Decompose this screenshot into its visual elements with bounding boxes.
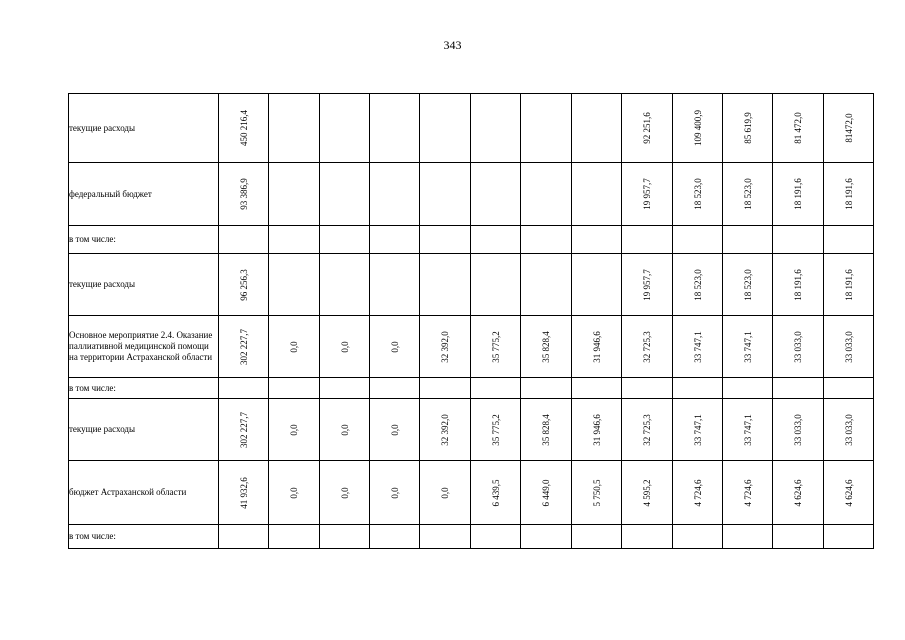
cell-value: 19 957,7 bbox=[642, 268, 652, 301]
value-cell bbox=[572, 378, 622, 399]
cell-value: 18 191,6 bbox=[843, 268, 854, 301]
value-cell bbox=[773, 163, 824, 226]
cell-value: 19 957,7 bbox=[642, 178, 652, 210]
value-cell bbox=[572, 94, 622, 163]
value-cell bbox=[370, 94, 420, 163]
cell-value: 33 747,1 bbox=[742, 330, 753, 363]
cell-value: 18 523,0 bbox=[742, 268, 753, 301]
value-cell bbox=[824, 525, 874, 549]
value-cell bbox=[773, 399, 824, 461]
cell-value: 450 216,4 bbox=[238, 110, 249, 146]
value-cell bbox=[370, 163, 420, 226]
table-row bbox=[69, 399, 874, 461]
page-number: 343 bbox=[443, 38, 462, 52]
value-cell bbox=[723, 226, 773, 254]
cell-value: 33 033,0 bbox=[843, 413, 854, 446]
value-cell bbox=[219, 316, 269, 378]
value-cell bbox=[773, 226, 824, 254]
table-row bbox=[69, 525, 874, 549]
cell-value: 6 439,5 bbox=[490, 479, 501, 506]
cell-value: 4 624,6 bbox=[843, 479, 854, 506]
value-cell bbox=[320, 316, 370, 378]
value-cell bbox=[219, 226, 269, 254]
value-cell bbox=[572, 254, 622, 316]
value-cell bbox=[320, 461, 370, 525]
row-label: текущие расходы bbox=[69, 94, 219, 163]
value-cell bbox=[673, 378, 723, 399]
cell-value: 18 523,0 bbox=[692, 178, 703, 210]
cell-value: 96 256,3 bbox=[238, 268, 249, 301]
value-cell bbox=[824, 399, 874, 461]
cell-value: 33 033,0 bbox=[843, 330, 854, 363]
value-cell bbox=[269, 378, 320, 399]
value-cell bbox=[471, 163, 521, 226]
cell-value: 31 946,6 bbox=[591, 413, 602, 446]
cell-value: 35 828,4 bbox=[541, 330, 551, 363]
value-cell bbox=[622, 254, 673, 316]
cell-value: 0,0 bbox=[289, 486, 299, 499]
cell-value: 18 523,0 bbox=[742, 178, 753, 210]
cell-value: 33 033,0 bbox=[793, 330, 803, 363]
value-cell bbox=[219, 399, 269, 461]
cell-value: 0,0 bbox=[389, 423, 400, 436]
value-cell bbox=[773, 525, 824, 549]
cell-value: 18 191,6 bbox=[793, 268, 803, 301]
row-label: текущие расходы bbox=[69, 254, 219, 316]
cell-value: 0,0 bbox=[389, 486, 400, 499]
value-cell bbox=[572, 525, 622, 549]
value-cell bbox=[471, 378, 521, 399]
table-row bbox=[69, 94, 874, 163]
value-cell bbox=[370, 254, 420, 316]
cell-value: 18 191,6 bbox=[793, 178, 803, 210]
value-cell bbox=[471, 525, 521, 549]
value-cell bbox=[320, 163, 370, 226]
value-cell bbox=[521, 461, 572, 525]
value-cell bbox=[673, 254, 723, 316]
value-cell bbox=[824, 226, 874, 254]
table-row bbox=[69, 163, 874, 226]
value-cell bbox=[572, 461, 622, 525]
value-cell bbox=[673, 399, 723, 461]
cell-value: 32 725,3 bbox=[642, 330, 652, 363]
value-cell bbox=[824, 94, 874, 163]
value-cell bbox=[572, 163, 622, 226]
cell-value: 18 523,0 bbox=[692, 268, 703, 301]
value-cell bbox=[521, 316, 572, 378]
cell-value: 4 595,2 bbox=[642, 479, 652, 506]
cell-value: 0,0 bbox=[289, 340, 299, 353]
cell-value: 4 724,6 bbox=[742, 479, 753, 506]
value-cell bbox=[269, 525, 320, 549]
table-row bbox=[69, 378, 874, 399]
cell-value: 85 619,9 bbox=[742, 112, 753, 144]
value-cell bbox=[471, 254, 521, 316]
cell-value: 32 392,0 bbox=[440, 330, 450, 363]
value-cell bbox=[622, 226, 673, 254]
value-cell bbox=[773, 94, 824, 163]
cell-value: 32 392,0 bbox=[440, 413, 450, 446]
table-row bbox=[69, 254, 874, 316]
value-cell bbox=[773, 254, 824, 316]
value-cell bbox=[420, 525, 471, 549]
value-cell bbox=[673, 163, 723, 226]
cell-value: 4 724,6 bbox=[692, 479, 703, 506]
cell-value: 0,0 bbox=[389, 340, 400, 353]
cell-value: 5 750,5 bbox=[591, 479, 602, 506]
value-cell bbox=[673, 94, 723, 163]
value-cell bbox=[673, 525, 723, 549]
value-cell bbox=[572, 226, 622, 254]
cell-value: 93 386,9 bbox=[238, 178, 249, 210]
value-cell bbox=[471, 94, 521, 163]
value-cell bbox=[219, 163, 269, 226]
value-cell bbox=[521, 254, 572, 316]
value-cell bbox=[723, 94, 773, 163]
cell-value: 92 251,6 bbox=[642, 112, 652, 144]
cell-value: 0,0 bbox=[289, 423, 299, 436]
cell-value: 33 747,1 bbox=[692, 330, 703, 363]
value-cell bbox=[269, 461, 320, 525]
value-cell bbox=[622, 525, 673, 549]
value-cell bbox=[420, 94, 471, 163]
value-cell bbox=[219, 254, 269, 316]
value-cell bbox=[622, 94, 673, 163]
cell-value: 81 472,0 bbox=[793, 112, 803, 144]
cell-value: 35 828,4 bbox=[541, 413, 551, 446]
value-cell bbox=[471, 226, 521, 254]
value-cell bbox=[572, 316, 622, 378]
value-cell bbox=[269, 94, 320, 163]
value-cell bbox=[219, 461, 269, 525]
value-cell bbox=[622, 378, 673, 399]
value-cell bbox=[420, 378, 471, 399]
value-cell bbox=[370, 316, 420, 378]
value-cell bbox=[723, 254, 773, 316]
row-label: в том числе: bbox=[69, 226, 219, 254]
value-cell bbox=[673, 226, 723, 254]
value-cell bbox=[320, 525, 370, 549]
value-cell bbox=[824, 461, 874, 525]
value-cell bbox=[521, 163, 572, 226]
cell-value: 31 946,6 bbox=[591, 330, 602, 363]
cell-value: 35 775,2 bbox=[490, 413, 501, 446]
cell-value: 33 033,0 bbox=[793, 413, 803, 446]
value-cell bbox=[773, 461, 824, 525]
cell-value: 81472,0 bbox=[843, 113, 854, 143]
value-cell bbox=[370, 461, 420, 525]
value-cell bbox=[824, 254, 874, 316]
value-cell bbox=[723, 461, 773, 525]
cell-value: 35 775,2 bbox=[490, 330, 501, 363]
row-label: бюджет Астраханской области bbox=[69, 461, 219, 525]
value-cell bbox=[320, 254, 370, 316]
value-cell bbox=[370, 399, 420, 461]
value-cell bbox=[773, 378, 824, 399]
value-cell bbox=[420, 399, 471, 461]
cell-value: 0,0 bbox=[339, 423, 350, 436]
value-cell bbox=[673, 461, 723, 525]
value-cell bbox=[773, 316, 824, 378]
value-cell bbox=[320, 378, 370, 399]
value-cell bbox=[622, 399, 673, 461]
row-label: в том числе: bbox=[69, 525, 219, 549]
cell-value: 33 747,1 bbox=[692, 413, 703, 446]
value-cell bbox=[420, 163, 471, 226]
value-cell bbox=[320, 94, 370, 163]
value-cell bbox=[622, 163, 673, 226]
value-cell bbox=[824, 316, 874, 378]
cell-value: 0,0 bbox=[440, 486, 450, 499]
value-cell bbox=[269, 316, 320, 378]
cell-value: 41 932,6 bbox=[238, 476, 249, 509]
table-row bbox=[69, 226, 874, 254]
value-cell bbox=[471, 399, 521, 461]
row-label: федеральный бюджет bbox=[69, 163, 219, 226]
cell-value: 302 227,7 bbox=[238, 328, 249, 365]
value-cell bbox=[219, 94, 269, 163]
table-row bbox=[69, 316, 874, 378]
cell-value: 109 400,9 bbox=[692, 110, 703, 146]
value-cell bbox=[471, 461, 521, 525]
budget-table bbox=[68, 93, 874, 549]
row-label: Основное мероприятие 2.4. Оказание паллиативной медицинской помощи на территории Астраханской области bbox=[69, 316, 219, 378]
cell-value: 4 624,6 bbox=[793, 479, 803, 506]
value-cell bbox=[219, 525, 269, 549]
value-cell bbox=[673, 316, 723, 378]
value-cell bbox=[269, 163, 320, 226]
value-cell bbox=[572, 399, 622, 461]
cell-value: 18 191,6 bbox=[843, 178, 854, 210]
value-cell bbox=[471, 316, 521, 378]
value-cell bbox=[521, 226, 572, 254]
value-cell bbox=[420, 316, 471, 378]
value-cell bbox=[320, 399, 370, 461]
table-row bbox=[69, 461, 874, 525]
value-cell bbox=[521, 399, 572, 461]
value-cell bbox=[723, 525, 773, 549]
value-cell bbox=[420, 226, 471, 254]
cell-value: 302 227,7 bbox=[238, 411, 249, 448]
cell-value: 33 747,1 bbox=[742, 413, 753, 446]
value-cell bbox=[622, 316, 673, 378]
value-cell bbox=[824, 163, 874, 226]
value-cell bbox=[269, 399, 320, 461]
value-cell bbox=[420, 254, 471, 316]
value-cell bbox=[622, 461, 673, 525]
row-label: в том числе: bbox=[69, 378, 219, 399]
value-cell bbox=[370, 378, 420, 399]
value-cell bbox=[824, 378, 874, 399]
value-cell bbox=[723, 399, 773, 461]
value-cell bbox=[723, 316, 773, 378]
value-cell bbox=[219, 378, 269, 399]
row-label: текущие расходы bbox=[69, 399, 219, 461]
value-cell bbox=[370, 525, 420, 549]
cell-value: 6 449,0 bbox=[541, 479, 551, 506]
value-cell bbox=[320, 226, 370, 254]
value-cell bbox=[269, 226, 320, 254]
value-cell bbox=[370, 226, 420, 254]
cell-value: 0,0 bbox=[339, 486, 350, 499]
value-cell bbox=[521, 378, 572, 399]
value-cell bbox=[723, 163, 773, 226]
cell-value: 0,0 bbox=[339, 340, 350, 353]
value-cell bbox=[269, 254, 320, 316]
value-cell bbox=[420, 461, 471, 525]
cell-value: 32 725,3 bbox=[642, 413, 652, 446]
value-cell bbox=[521, 525, 572, 549]
value-cell bbox=[723, 378, 773, 399]
value-cell bbox=[521, 94, 572, 163]
